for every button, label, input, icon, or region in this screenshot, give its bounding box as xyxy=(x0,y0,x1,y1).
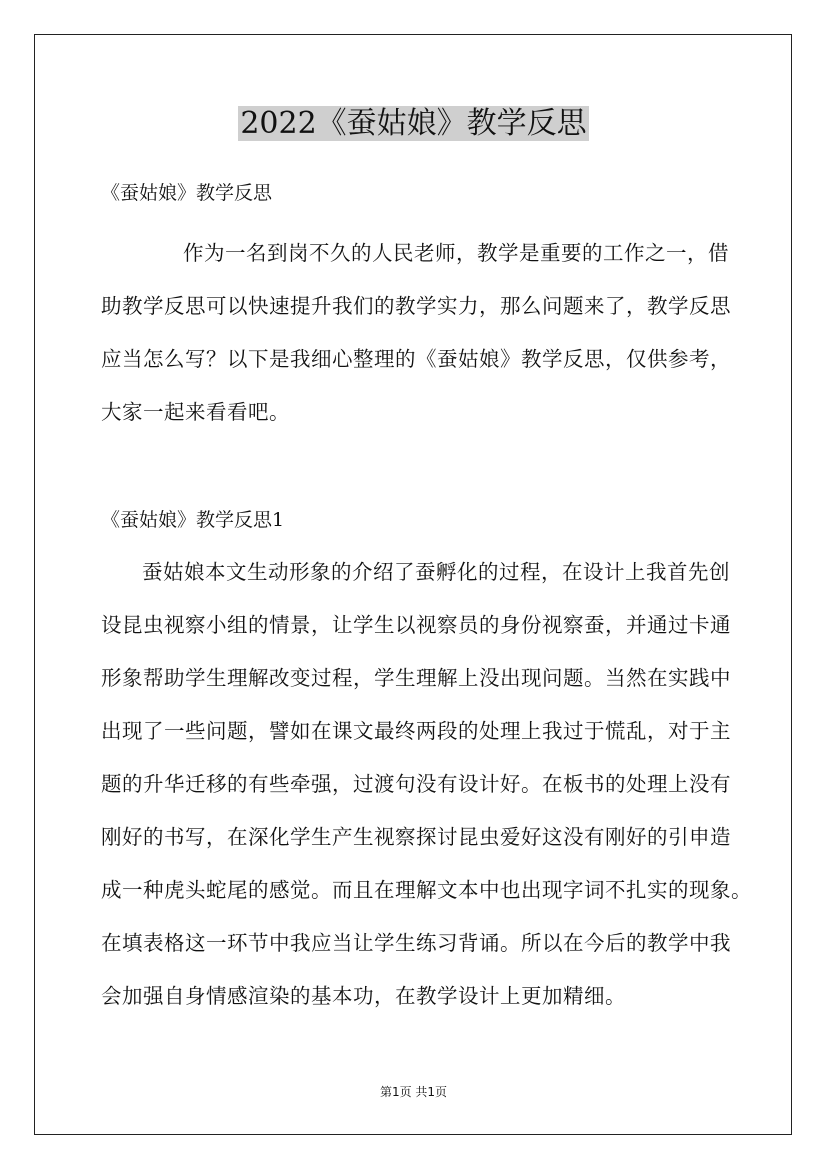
section1-line: 刚好的书写，在深化学生产生视察探讨昆虫爱好这没有刚好的引申造 xyxy=(101,825,731,849)
section1-line: 成一种虎头蛇尾的感觉。而且在理解文本中也出现字词不扎实的现象。 xyxy=(101,878,752,902)
section1-line: 会加强自身情感渲染的基本功，在教学设计上更加精细。 xyxy=(101,984,626,1008)
intro-line: 应当怎么写？以下是我细心整理的《蚕姑娘》教学反思，仅供参考， xyxy=(101,347,731,371)
intro-line: 助教学反思可以快速提升我们的教学实力，那么问题来了，教学反思 xyxy=(101,294,731,318)
intro-line: 大家一起来看看吧。 xyxy=(101,400,290,424)
section1-heading: 《蚕姑娘》教学反思1 xyxy=(101,509,285,531)
document-subtitle: 《蚕姑娘》教学反思 xyxy=(101,182,273,204)
section1-line: 设昆虫视察小组的情景，让学生以视察员的身份视察蚕，并通过卡通 xyxy=(101,613,731,637)
section1-line: 形象帮助学生理解改变过程，学生理解上没出现问题。当然在实践中 xyxy=(101,666,731,690)
intro-paragraph xyxy=(101,227,731,439)
page-footer: 第1页 共1页 xyxy=(379,1085,448,1099)
document-title-text: 2022《蚕姑娘》教学反思 xyxy=(240,106,587,141)
intro-line: 作为一名到岗不久的人民老师，教学是重要的工作之一，借 xyxy=(183,241,729,265)
section1-text xyxy=(101,546,752,1023)
section1-paragraph xyxy=(101,546,752,1023)
section1-line: 出现了一些问题，譬如在课文最终两段的处理上我过于慌乱，对于主 xyxy=(101,719,731,743)
section1-line: 题的升华迁移的有些牵强，过渡句没有设计好。在板书的处理上没有 xyxy=(101,772,731,796)
section1-line: 在填表格这一环节中我应当让学生练习背诵。所以在今后的教学中我 xyxy=(101,931,731,955)
document-title xyxy=(0,103,827,144)
section1-line: 蚕姑娘本文生动形象的介绍了蚕孵化的过程，在设计上我首先创 xyxy=(142,560,730,584)
intro-text xyxy=(101,227,731,439)
